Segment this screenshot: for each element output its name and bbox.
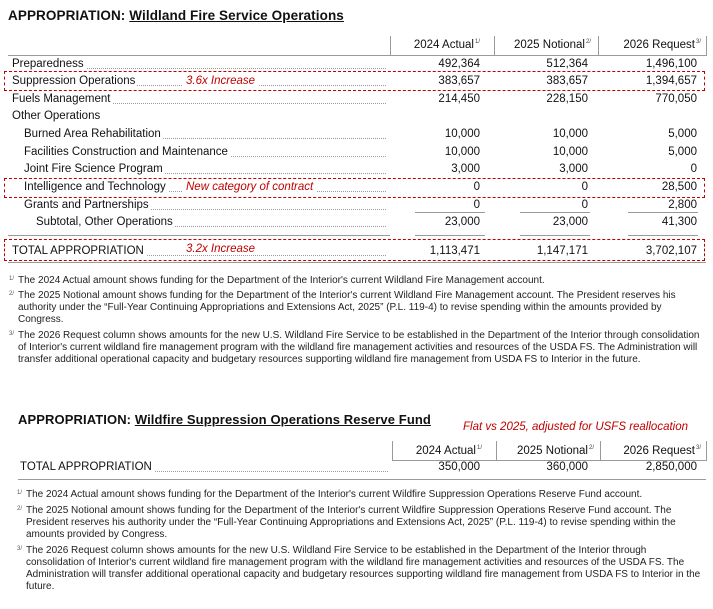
- cell-2025: 1,147,171: [536, 245, 588, 257]
- row-label: TOTAL APPROPRIATION: [20, 461, 152, 473]
- s1-header-2024-mark: 1/: [474, 39, 480, 45]
- cell-2025: 360,000: [546, 461, 588, 473]
- cell-2026: 1,394,657: [645, 75, 697, 87]
- s2-header-2026: [605, 445, 701, 457]
- cell-2026: 5,000: [668, 146, 697, 158]
- row-label: Subtotal, Other Operations: [36, 216, 173, 228]
- table-row-reserve-total: [0, 459, 713, 477]
- cell-2025: 228,150: [546, 93, 588, 105]
- s1-bottom-rule: [8, 262, 706, 263]
- s1-subtotal-rule-2: [520, 212, 590, 213]
- cell-2026: 28,500: [661, 181, 697, 193]
- s1-total-rule-1: [415, 235, 485, 236]
- cell-2024: 23,000: [444, 216, 480, 228]
- row-label: Suppression Operations: [12, 75, 136, 87]
- footnote-text: The 2026 Request column shows amounts for the new U.S. Wildland Fire Service to be established in the Department of the Interior through consolidation of Interior's current wildland fire management program with the wildland fire management activities and resources of the USDA FS. The Administration will transfer additional operational capacity and budgetary resources supporting wildland fire management from USDA FS to Interior in the future.: [26, 545, 701, 592]
- table-row-jfsp: [0, 161, 713, 179]
- cell-2024: 214,450: [438, 93, 480, 105]
- cell-2024: 492,364: [438, 58, 480, 70]
- s1-header-2025-label: 2025 Notional: [514, 39, 585, 51]
- s2-header-2024-label: 2024 Actual: [415, 445, 476, 457]
- footnote-mark: 1/: [9, 276, 15, 282]
- s2-footnote-2: [17, 505, 706, 541]
- cell-2026: 5,000: [668, 128, 697, 140]
- row-label: Facilities Construction and Maintenance: [24, 146, 228, 158]
- annotation-suppression: 3.6x Increase: [183, 75, 258, 87]
- s2-header-2026-label: 2026 Request: [623, 445, 695, 457]
- section1-title-prefix: APPROPRIATION:: [8, 8, 130, 23]
- cell-2025: 383,657: [546, 75, 588, 87]
- section1-title-name: Wildland Fire Service Operations: [129, 8, 344, 23]
- cell-2026: 3,702,107: [645, 245, 697, 257]
- s1-header-divider-2: [494, 36, 495, 56]
- s2-header-divider-1: [392, 441, 393, 461]
- s2-footnote-1: [17, 489, 706, 501]
- s1-header-divider-1: [390, 36, 391, 56]
- section2-title-name: Wildfire Suppression Operations Reserve Fund: [134, 412, 431, 427]
- s2-footnote-3: [17, 545, 706, 593]
- table-row-fuels: [0, 91, 713, 109]
- s2-header-2024: [400, 445, 482, 457]
- footnote-text: The 2025 Notional amount shows funding for the Department of the Interior's current Wildland Fire Management account. The President reserves his authority under the “Full-Year Continuing Appropriations and Extensions Act, 2025” (P.L. 119-4) to revise spending within the amounts provided by Congress.: [18, 290, 676, 325]
- cell-2025: 10,000: [552, 146, 588, 158]
- cell-2025: 0: [581, 181, 588, 193]
- row-label: Intelligence and Technology: [24, 181, 166, 193]
- annotation-reserve-fund: Flat vs 2025, adjusted for USFS reallocation: [460, 421, 691, 433]
- s2-header-divider-2: [496, 441, 497, 461]
- s1-header-2024-label: 2024 Actual: [413, 39, 474, 51]
- s1-header-2026-mark: 3/: [695, 39, 701, 45]
- footnote-text: The 2026 Request column shows amounts for the new U.S. Wildland Fire Service to be established in the Department of the Interior through consolidation of Interior's current wildland fire management program with the wildland fire management activities and resources of the USDA FS. The Administration will transfer additional operational capacity and budgetary resources supporting wildland fire management from USDA FS to Interior in the future.: [18, 330, 700, 365]
- highlight-total: [4, 239, 705, 261]
- footnote-mark: 2/: [17, 506, 23, 512]
- cell-2024: 3,000: [451, 163, 480, 175]
- s1-header-2026: [605, 39, 701, 51]
- s2-header-divider-3: [600, 441, 601, 461]
- cell-2026: 2,850,000: [645, 461, 697, 473]
- cell-2026: 0: [690, 163, 697, 175]
- s2-header-2025-mark: 2/: [588, 445, 594, 451]
- section1-title: [8, 8, 344, 23]
- cell-2025: 512,364: [546, 58, 588, 70]
- s1-total-rule-left: [8, 235, 390, 236]
- table-row-other-operations: [0, 108, 713, 126]
- s1-header-divider-3: [598, 36, 599, 56]
- cell-2026: 2,800: [668, 199, 697, 211]
- footnote-mark: 3/: [17, 546, 23, 552]
- cell-2024: 350,000: [438, 461, 480, 473]
- row-label: Fuels Management: [12, 93, 111, 105]
- row-label: TOTAL APPROPRIATION: [12, 245, 144, 257]
- footnote-text: The 2024 Actual amount shows funding for the Department of the Interior's current Wildfire Suppression Operations Reserve Fund account.: [26, 489, 643, 500]
- row-label: Preparedness: [12, 58, 84, 70]
- section2-title-prefix: APPROPRIATION:: [18, 412, 135, 427]
- highlight-suppression: [4, 71, 705, 91]
- footnote-mark: 2/: [9, 291, 15, 297]
- cell-2026: 41,300: [661, 216, 697, 228]
- row-label: Joint Fire Science Program: [24, 163, 163, 175]
- row-label: Other Operations: [12, 110, 101, 122]
- s2-header-2024-mark: 1/: [476, 445, 482, 451]
- cell-2025: 10,000: [552, 128, 588, 140]
- row-label: Grants and Partnerships: [24, 199, 149, 211]
- s1-header-2025-mark: 2/: [585, 39, 591, 45]
- cell-2025: 23,000: [552, 216, 588, 228]
- cell-2026: 770,050: [655, 93, 697, 105]
- s2-bottom-rule: [18, 479, 706, 480]
- footnote-text: The 2025 Notional amount shows funding for the Department of the Interior's current Wildfire Suppression Operations Reserve Fund account. The President reserves his authority under the “Full-Year Continuing Appropriations and Extensions Act, 2025” (P.L. 119-4) to revise spending within the amounts provided by Congress.: [26, 505, 676, 540]
- cell-2025: 0: [581, 199, 588, 211]
- table-row-subtotal: [0, 214, 713, 232]
- s1-total-rule-2: [520, 235, 590, 236]
- footnote-text: The 2024 Actual amount shows funding for the Department of the Interior's current Wildland Fire Management account.: [18, 275, 545, 286]
- s1-footnote-2: [9, 290, 706, 326]
- footnote-mark: 1/: [17, 490, 23, 496]
- s1-total-rule-3: [628, 235, 698, 236]
- s1-subtotal-rule-1: [415, 212, 485, 213]
- s1-subtotal-rule-3: [628, 212, 698, 213]
- cell-2025: 3,000: [559, 163, 588, 175]
- s1-footnote-3: [9, 330, 706, 366]
- section2-title: [18, 412, 431, 427]
- footnote-mark: 3/: [9, 331, 15, 337]
- table-row-facilities: [0, 144, 713, 162]
- s1-header-2025: [497, 39, 591, 51]
- cell-2024: 10,000: [444, 146, 480, 158]
- cell-2026: 1,496,100: [645, 58, 697, 70]
- annotation-intelligence: New category of contract: [183, 181, 316, 193]
- table-row-grants: [0, 197, 713, 215]
- cell-2024: 0: [473, 199, 480, 211]
- row-label: Burned Area Rehabilitation: [24, 128, 161, 140]
- s1-footnote-1: [9, 275, 706, 287]
- cell-2024: 10,000: [444, 128, 480, 140]
- s1-header-2026-label: 2026 Request: [623, 39, 695, 51]
- s2-header-2025: [500, 445, 594, 457]
- cell-2024: 0: [473, 181, 480, 193]
- cell-2024: 383,657: [438, 75, 480, 87]
- s2-header-divider-4: [706, 441, 707, 461]
- s2-header-2026-mark: 3/: [695, 445, 701, 451]
- s1-header-2024: [398, 39, 480, 51]
- highlight-intelligence: [4, 178, 705, 198]
- table-row-burned-area: [0, 126, 713, 144]
- s1-header-divider-4: [706, 36, 707, 56]
- s2-header-2025-label: 2025 Notional: [517, 445, 588, 457]
- cell-2024: 1,113,471: [429, 245, 480, 257]
- annotation-total: 3.2x Increase: [183, 243, 258, 255]
